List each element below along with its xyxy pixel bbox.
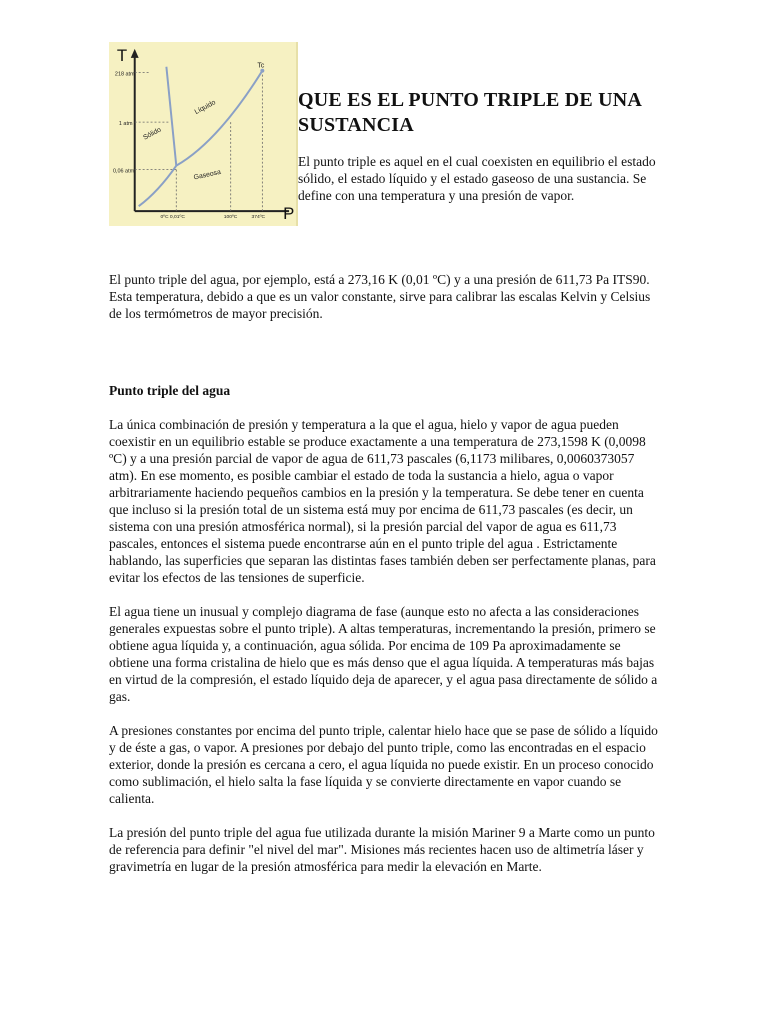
label-tc: Tc bbox=[257, 62, 265, 70]
region-liquido: Líquido bbox=[193, 99, 218, 116]
paragraph-mars: La presión del punto triple del agua fue utilizada durante la misión Mariner 9 a Marte como un punto de referencia para definir "el nivel del mar". Misiones más recientes hacen uso de altimetría láser y gravimetría en lugar de la presión atmosférica para medir la elevación en Marte. bbox=[109, 825, 655, 874]
tick-374c: 374ºC bbox=[251, 215, 266, 221]
paragraph-phase-diagram: El agua tiene un inusual y complejo diagrama de fase (aunque esto no afecta a las consideraciones generales expuestas sobre el punto triple). A altas temperaturas, incrementando la presión, primero se obtiene agua líquida y, a continuación, agua sólida. Por encima de 109 Pa aproximadamente se obtiene una forma cristalina de hielo que es más denso que el agua líquida. A temperaturas más bajas en virtud de la compresión, el estado líquido deja de aparecer, y el agua pasa directamente de sólido a gas. bbox=[109, 604, 658, 704]
label-218-atm: 218 atm bbox=[114, 71, 135, 78]
paragraph-equilibrium: La única combinación de presión y temperatura a la que el agua, hielo y vapor de agua pueden coexistir en un equilibrio estable se produce exactamente a una temperatura de 273,1598 K (0,0098 ºC) y a una presión parcial de vapor de agua de 611,73 pascales (6,1173 milibares, 0,0060373057 atm). En ese momento, es posible cambiar el estado de toda la sustancia a hielo, agua o vapor arbitrariamente haciendo pequeños cambios en la presión y la temperatura. Se debe tener en cuenta que incluso si la presión total de un sistema está muy por encima de 611,73 pascales (es decir, un sistema con una presión atmosférica normal), si la presión parcial del vapor de agua es 611,73 pascales, entonces el sistema puede encontrarse aún en el punto triple del agua . Estrictamente hablando, las superficies que separan las distintas fases también deben ser perfectamente planas, para evitar los efectos de las tensiones de superficie. bbox=[109, 417, 656, 585]
label-006-atm: 0,06 atm bbox=[112, 168, 135, 175]
page-title: QUE ES EL PUNTO TRIPLE DE UNA SUSTANCIA bbox=[298, 89, 641, 136]
paragraph-constant-pressure: A presiones constantes por encima del punto triple, calentar hielo hace que se pase de sólido a líquido y de éste a gas, o vapor. A presiones por debajo del punto triple, como las encontradas en el espacio exterior, donde la presión es cercana a cero, el agua líquida no puede existir. En un proceso conocido como sublimación, el hielo salta la fase líquida y se convierte directamente en vapor cuando se calienta. bbox=[109, 723, 658, 806]
tick-0c: 0ºC 0,01ºC bbox=[160, 215, 185, 221]
axis-p-label: P bbox=[283, 204, 295, 224]
phase-diagram-image bbox=[109, 42, 298, 226]
region-gaseosa: Gaseosa bbox=[193, 168, 222, 182]
article-body bbox=[109, 271, 661, 875]
label-1-atm: 1 atm bbox=[118, 121, 133, 128]
tick-100c: 100ºC bbox=[223, 215, 238, 221]
axis-t-label: T bbox=[116, 45, 128, 65]
intro-paragraph: El punto triple es aquel en el cual coexisten en equilibrio el estado sólido, el estado líquido y el estado gaseoso de una sustancia. Se define con una temperatura y una presión de vapor. bbox=[298, 154, 656, 203]
region-solido: Sólido bbox=[142, 126, 163, 142]
section-heading: Punto triple del agua bbox=[109, 383, 231, 398]
paragraph-water-triple-point: El punto triple del agua, por ejemplo, está a 273,16 K (0,01 ºC) y a una presión de 611,73 Pa ITS90. Esta temperatura, debido a que es un valor constante, sirve para calibrar las escalas Kelvin y Celsius de los termómetros de mayor precisión. bbox=[109, 272, 651, 321]
